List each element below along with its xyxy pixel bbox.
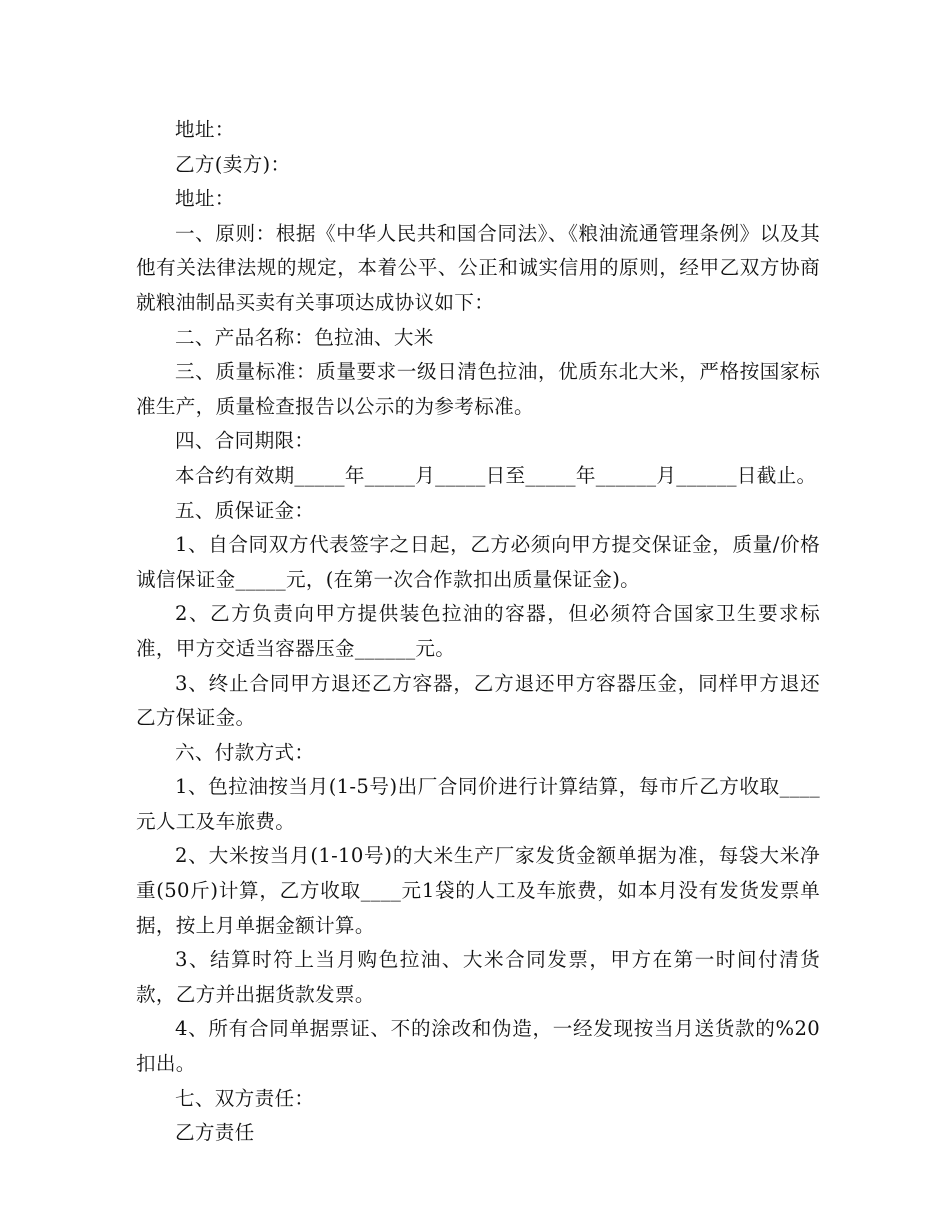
clause-6-payment-heading: 六、付款方式：: [175, 740, 315, 764]
contract-body: [136, 113, 820, 1151]
deposit-item-3: 3、终止合同甲方退还乙方容器，乙方退还甲方容器压金，同样甲方退还乙方保证金。: [136, 671, 820, 730]
payment-item-2: 2、大米按当月(1-10号)的大米生产厂家发货金额单据为准，每袋大米净重(50斤)计算，乙方收取____元1袋的人工及车旅费，如本月没有发货发票单据，按上月单据金额计算。: [136, 844, 820, 937]
party-b-responsibility-heading: 乙方责任: [175, 1121, 255, 1145]
party-b-seller-line: 乙方(卖方)：: [175, 152, 291, 176]
clause-7-responsibilities-heading: 七、双方责任：: [175, 1086, 315, 1110]
payment-item-3: 3、结算时符上当月购色拉油、大米合同发票，甲方在第一时间付清货款，乙方并出据货款发票。: [136, 948, 820, 1006]
contract-term-dates: 本合约有效期_____年_____月_____日至_____年______月______日截止。: [175, 463, 817, 487]
clause-2-product-name: 二、产品名称：色拉油、大米: [175, 325, 434, 349]
deposit-item-1: 1、自合同双方代表签字之日起，乙方必须向甲方提交保证金，质量/价格诚信保证金_____元，(在第一次合作款扣出质量保证金)。: [136, 533, 820, 591]
clause-5-deposit-heading: 五、质保证金：: [175, 498, 315, 522]
clause-1-principle: 一、原则：根据《中华人民共和国合同法》、《粮油流通管理条例》以及其他有关法律法规的规定，本着公平、公正和诚实信用的原则，经甲乙双方协商就粮油制品买卖有关事项达成协议如下：: [136, 221, 820, 314]
clause-3-quality-standard: 三、质量标准：质量要求一级日清色拉油，优质东北大米，严格按国家标准生产，质量检查报告以公示的为参考标准。: [136, 360, 820, 418]
payment-item-1: 1、色拉油按当月(1-5号)出厂合同价进行计算结算，每市斤乙方收取____元人工及车旅费。: [136, 775, 820, 833]
deposit-item-2: 2、乙方负责向甲方提供装色拉油的容器，但必须符合国家卫生要求标准，甲方交适当容器压金______元。: [136, 602, 820, 660]
address-party-a-line: 地址：: [175, 118, 235, 141]
payment-item-4: 4、所有合同单据票证、不的涂改和伪造，一经发现按当月送货款的%20扣出。: [136, 1017, 820, 1076]
address-party-b-line: 地址：: [175, 187, 235, 211]
clause-4-contract-term-heading: 四、合同期限：: [175, 429, 315, 453]
